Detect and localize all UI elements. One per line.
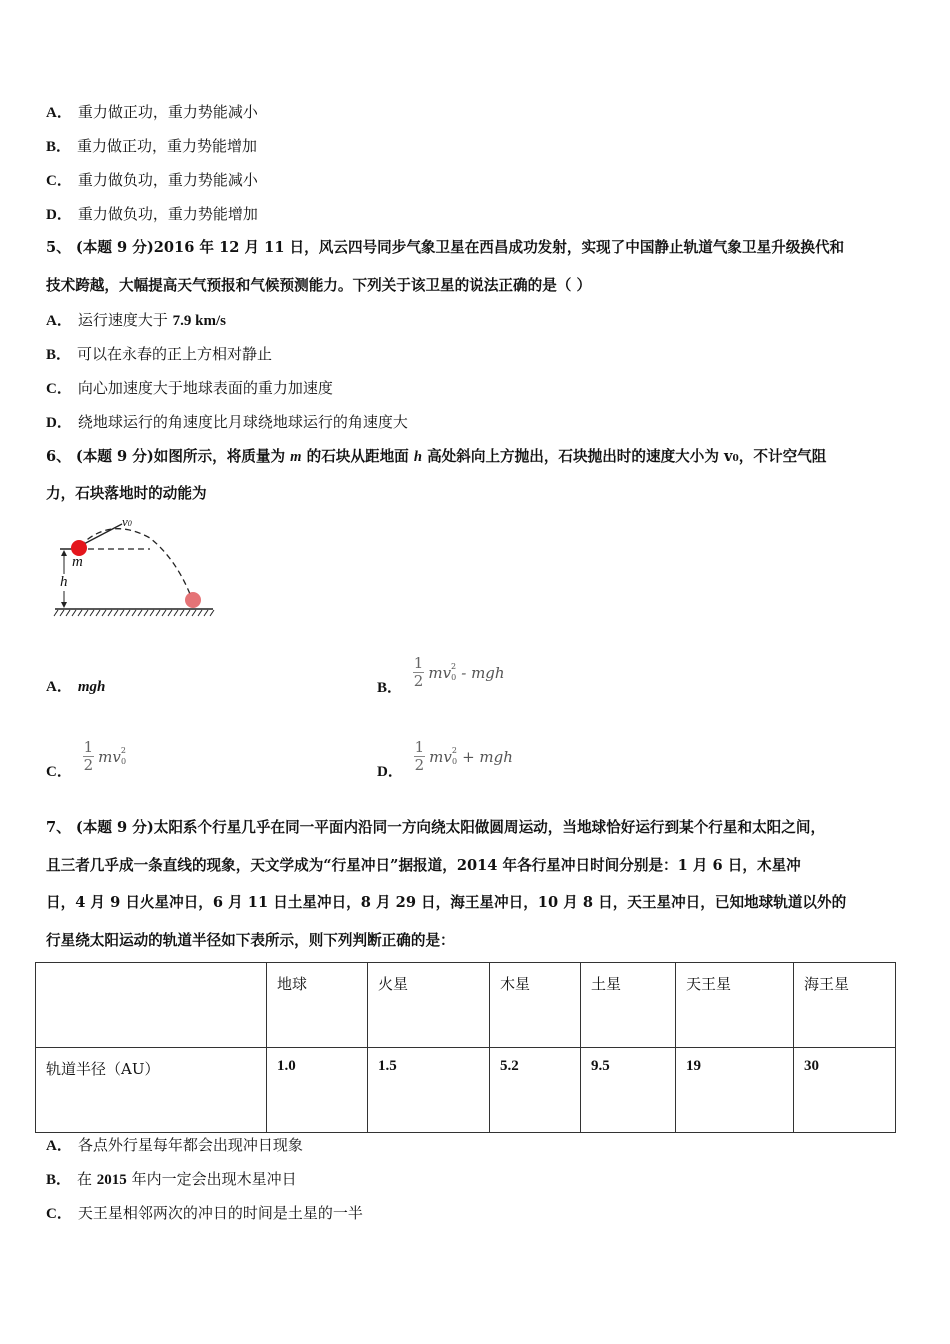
denominator: 2 bbox=[414, 756, 425, 774]
q7-stem-line3: 日，4 月 9 日火星冲日，6 月 11 日土星冲日，8 月 29 日，海王星冲日，10 月 8 日，天王星冲日，已知地球轨道以外的 bbox=[46, 894, 847, 911]
table-header-cell: 木星 bbox=[490, 963, 581, 1048]
option-label: A． bbox=[46, 105, 72, 121]
fraction bbox=[413, 655, 425, 690]
option-label: B． bbox=[46, 1172, 72, 1188]
option-bold-text: 2015 bbox=[96, 1172, 127, 1188]
option-formula bbox=[413, 655, 505, 690]
option-formula bbox=[414, 739, 513, 774]
q6-option-c bbox=[46, 736, 131, 780]
label-h: h bbox=[60, 574, 68, 590]
option-label: C． bbox=[46, 381, 72, 397]
option-label: B． bbox=[377, 680, 403, 696]
table-header-cell: 土星 bbox=[581, 963, 676, 1048]
orbit-radius-table bbox=[35, 962, 896, 1133]
q7-option-a bbox=[46, 1135, 303, 1156]
q7-stem-line1: 7、 (本题 9 分)太阳系个行星几乎在同一平面内沿同一方向绕太阳做圆周运动，当地球恰好运行到某个行星和太阳之间， bbox=[46, 819, 826, 836]
expr-tail: + mgh bbox=[462, 747, 513, 766]
q5-option-d bbox=[46, 412, 408, 433]
option-bold-text: 7.9 km/s bbox=[172, 313, 226, 329]
option-label: C． bbox=[46, 764, 72, 780]
q6-option-b bbox=[377, 652, 505, 696]
table-row bbox=[36, 1048, 896, 1133]
label-m: m bbox=[72, 554, 83, 570]
fraction bbox=[83, 739, 95, 774]
q5-option-a bbox=[46, 310, 226, 331]
table-cell: 30 bbox=[794, 1048, 896, 1133]
option-text: 重力做正功，重力势能减小 bbox=[77, 103, 258, 121]
expr-tail: - mgh bbox=[461, 663, 505, 682]
label-v0 bbox=[122, 514, 132, 530]
denominator: 2 bbox=[413, 672, 424, 690]
option-text: 各点外行星每年都会出现冲日现象 bbox=[77, 1136, 303, 1154]
option-text: 重力做负功，重力势能增加 bbox=[77, 205, 258, 223]
table-header-row bbox=[36, 963, 896, 1048]
q7-stem-line4: 行星绕太阳运动的轨道半径如下表所示，则下列判断正确的是： bbox=[46, 932, 455, 949]
q4-option-d bbox=[46, 204, 258, 225]
denominator: 2 bbox=[83, 756, 94, 774]
q5-stem-line1: 5、 (本题 9 分)2016 年 12 月 11 日，风云四号同步气象卫星在西昌成功发射，实现了中国静止轨道气象卫星升级换代和 bbox=[46, 239, 845, 256]
expr: mv bbox=[98, 747, 121, 766]
option-label: C． bbox=[46, 173, 72, 189]
variable-h: h bbox=[413, 449, 422, 465]
table-header-cell: 海王星 bbox=[794, 963, 896, 1048]
label-sub: 0 bbox=[127, 519, 132, 528]
numerator: 1 bbox=[414, 738, 425, 756]
table-cell: 5.2 bbox=[490, 1048, 581, 1133]
q6-option-d bbox=[377, 736, 513, 780]
option-label: A． bbox=[46, 679, 72, 695]
q4-option-c bbox=[46, 170, 258, 191]
stem-text: ，不计空气阻 bbox=[738, 448, 827, 465]
table-header-cell: 地球 bbox=[267, 963, 368, 1048]
q6-option-a bbox=[46, 676, 105, 697]
subscript: 0 bbox=[451, 757, 458, 766]
option-text: 在 bbox=[77, 1170, 97, 1188]
q7-stem-line2: 且三者几乎成一条直线的现象，天文学成为“行星冲日”据报道，2014 年各行星冲日时间分别是：1 月 6 日，木星冲 bbox=[46, 857, 801, 874]
subscript: 0 bbox=[120, 757, 127, 766]
table-cell: 9.5 bbox=[581, 1048, 676, 1133]
q5-option-c bbox=[46, 378, 333, 399]
option-label: B． bbox=[46, 139, 72, 155]
option-label: C． bbox=[46, 1206, 72, 1222]
q6-stem-line1 bbox=[46, 447, 826, 469]
q5-stem-line2: 技术跨越，大幅提高天气预报和气候预测能力。下列关于该卫星的说法正确的是（ ） bbox=[46, 277, 592, 294]
option-text: 重力做正功，重力势能增加 bbox=[77, 137, 258, 155]
projectile-figure bbox=[50, 514, 220, 618]
option-label: A． bbox=[46, 1138, 72, 1154]
q5-option-b bbox=[46, 344, 272, 365]
variable-m: m bbox=[290, 449, 302, 465]
option-formula: mgh bbox=[77, 679, 106, 695]
option-label: D． bbox=[46, 207, 72, 223]
table-header-cell bbox=[36, 963, 267, 1048]
option-text: 可以在永春的正上方相对静止 bbox=[77, 345, 273, 363]
table-cell: 19 bbox=[676, 1048, 794, 1133]
option-text: 重力做负功，重力势能减小 bbox=[77, 171, 258, 189]
superscript: 2 bbox=[451, 662, 457, 671]
option-label: B． bbox=[46, 347, 72, 363]
option-text: 绕地球运行的角速度比月球绕地球运行的角速度大 bbox=[77, 413, 408, 431]
q7-option-c bbox=[46, 1203, 363, 1224]
option-text: 天王星相邻两次的冲日的时间是土星的一半 bbox=[77, 1204, 363, 1222]
stem-text: 的石块从距地面 bbox=[301, 448, 414, 465]
table-row-label: 轨道半径（AU） bbox=[36, 1048, 267, 1133]
stem-text: 高处斜向上方抛出，石块抛出时的速度大小为 v bbox=[421, 448, 733, 465]
label-v: v bbox=[122, 514, 128, 529]
table-cell: 1.5 bbox=[368, 1048, 490, 1133]
option-label: D． bbox=[46, 415, 72, 431]
numerator: 1 bbox=[413, 654, 424, 672]
superscript: 2 bbox=[120, 746, 126, 755]
subscript: 0 bbox=[451, 673, 457, 682]
table-header-cell: 天王星 bbox=[676, 963, 794, 1048]
expr: mv bbox=[428, 663, 452, 682]
q6-stem-line2: 力，石块落地时的动能为 bbox=[46, 485, 207, 502]
numerator: 1 bbox=[83, 738, 94, 756]
option-text: 年内一定会出现木星冲日 bbox=[126, 1170, 297, 1188]
q7-option-b bbox=[46, 1169, 297, 1190]
expr: mv bbox=[429, 747, 452, 766]
option-label: D． bbox=[377, 764, 403, 780]
stem-text: 6、 (本题 9 分)如图所示，将质量为 bbox=[46, 448, 291, 465]
q4-option-b bbox=[46, 136, 257, 157]
subscript: 0 bbox=[732, 454, 739, 464]
option-label: A． bbox=[46, 313, 72, 329]
superscript: 2 bbox=[451, 746, 457, 755]
table-header-cell: 火星 bbox=[368, 963, 490, 1048]
table-cell: 1.0 bbox=[267, 1048, 368, 1133]
q4-option-a bbox=[46, 102, 258, 123]
option-formula bbox=[83, 739, 131, 774]
option-text: 向心加速度大于地球表面的重力加速度 bbox=[77, 379, 333, 397]
option-text: 运行速度大于 bbox=[77, 311, 173, 329]
fraction bbox=[414, 739, 426, 774]
